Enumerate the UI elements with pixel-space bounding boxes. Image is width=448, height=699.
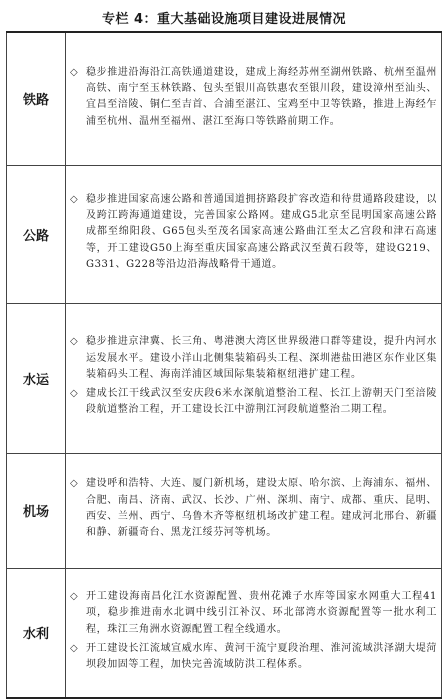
item-text: 开工建设海南昌化江水资源配置、贵州花滩子水库等国家水网重大工程41项，稳步推进南水北调中线引江补汉、环北部湾水资源配置等一批水利工程，珠江三角洲水资源配置工程全线通水。 bbox=[86, 591, 437, 635]
list-item bbox=[70, 65, 437, 130]
item-text: 建成长江干线武汉至安庆段6米水深航道整治工程、长江上游朝天门至涪陵段航道整治工程，开工建设长江中游荆江河段航道整治二期工程。 bbox=[86, 388, 437, 416]
category-cell: 铁路 bbox=[7, 32, 66, 165]
list-item bbox=[70, 334, 437, 383]
category-cell: 水运 bbox=[7, 303, 66, 453]
content-cell bbox=[66, 453, 442, 568]
list-item bbox=[70, 476, 437, 541]
table-row bbox=[7, 165, 442, 303]
table-title: 专栏 4：重大基础设施项目建设进展情况 bbox=[101, 12, 347, 27]
diamond-bullet-icon: ◇ bbox=[70, 66, 78, 78]
item-text: 稳步推进国家高速公路和普通国道拥挤路段扩容改造和待贯通路段建设，以及跨江跨海通道建设，完善国家公路网。建成G5北京至昆明国家高速公路成都至绵阳段、G65包头至茂名国家高速公路曲江至太乙宫段和津石高速等，开工建设G50上海至重庆国家高速公路武汉至黄石段等，建设G219、G331、G228等沿边沿海战略骨干通道。 bbox=[86, 193, 437, 270]
list-item bbox=[70, 192, 437, 273]
table-row bbox=[7, 32, 442, 165]
table-row bbox=[7, 303, 442, 453]
list-item bbox=[70, 589, 437, 638]
diamond-bullet-icon: ◇ bbox=[70, 336, 78, 348]
item-text: 建设呼和浩特、大连、厦门新机场，建设太原、哈尔滨、上海浦东、福州、合肥、南昌、济南、武汉、长沙、广州、深圳、南宁、成都、重庆、昆明、西安、兰州、西宁、乌鲁木齐等枢纽机场改扩建工程。建成河北邢台、新疆和静、新疆奇台、黑龙江绥芬河等机场。 bbox=[86, 478, 437, 539]
content-cell bbox=[66, 303, 442, 453]
list-item bbox=[70, 641, 437, 674]
diamond-bullet-icon: ◇ bbox=[70, 591, 78, 602]
category-cell: 水利 bbox=[7, 568, 66, 698]
category-cell: 机场 bbox=[7, 453, 66, 568]
item-text: 稳步推进京津冀、长三角、粤港澳大湾区世界级港口群等建设，提升内河水运发展水平。建设小洋山北侧集装箱码头工程、深圳港盐田港区东作业区集装箱码头工程、海南洋浦区域国际集装箱枢纽港扩建工程。 bbox=[86, 336, 437, 380]
diamond-bullet-icon: ◇ bbox=[70, 478, 78, 490]
content-cell bbox=[66, 568, 442, 698]
item-text: 开工建设长江流域宣威水库、黄河干流宁夏段治理、淮河流域洪泽湖大堤菏坝段加固等工程，加快完善流域防洪工程体系。 bbox=[86, 642, 437, 671]
diamond-bullet-icon: ◇ bbox=[70, 193, 78, 205]
projects-table bbox=[6, 31, 442, 699]
category-cell: 公路 bbox=[7, 165, 66, 303]
table-row bbox=[7, 568, 442, 698]
list-item bbox=[70, 386, 437, 419]
table-row bbox=[7, 453, 442, 568]
diamond-bullet-icon: ◇ bbox=[70, 642, 78, 654]
item-text: 稳步推进沿海沿江高铁通道建设，建成上海经苏州至湖州铁路、杭州至温州高铁、南宁至玉林铁路、包头至银川高铁惠农至银川段，建设漳州至汕头、宜昌至涪陵、铜仁至吉首、合浦至湛江、宝鸡至中卫等铁路，推进上海经乍浦至杭州、温州至福州、湛江至海口等铁路前期工作。 bbox=[86, 66, 437, 127]
content-cell bbox=[66, 165, 442, 303]
content-cell bbox=[66, 32, 442, 165]
diamond-bullet-icon: ◇ bbox=[70, 388, 78, 400]
